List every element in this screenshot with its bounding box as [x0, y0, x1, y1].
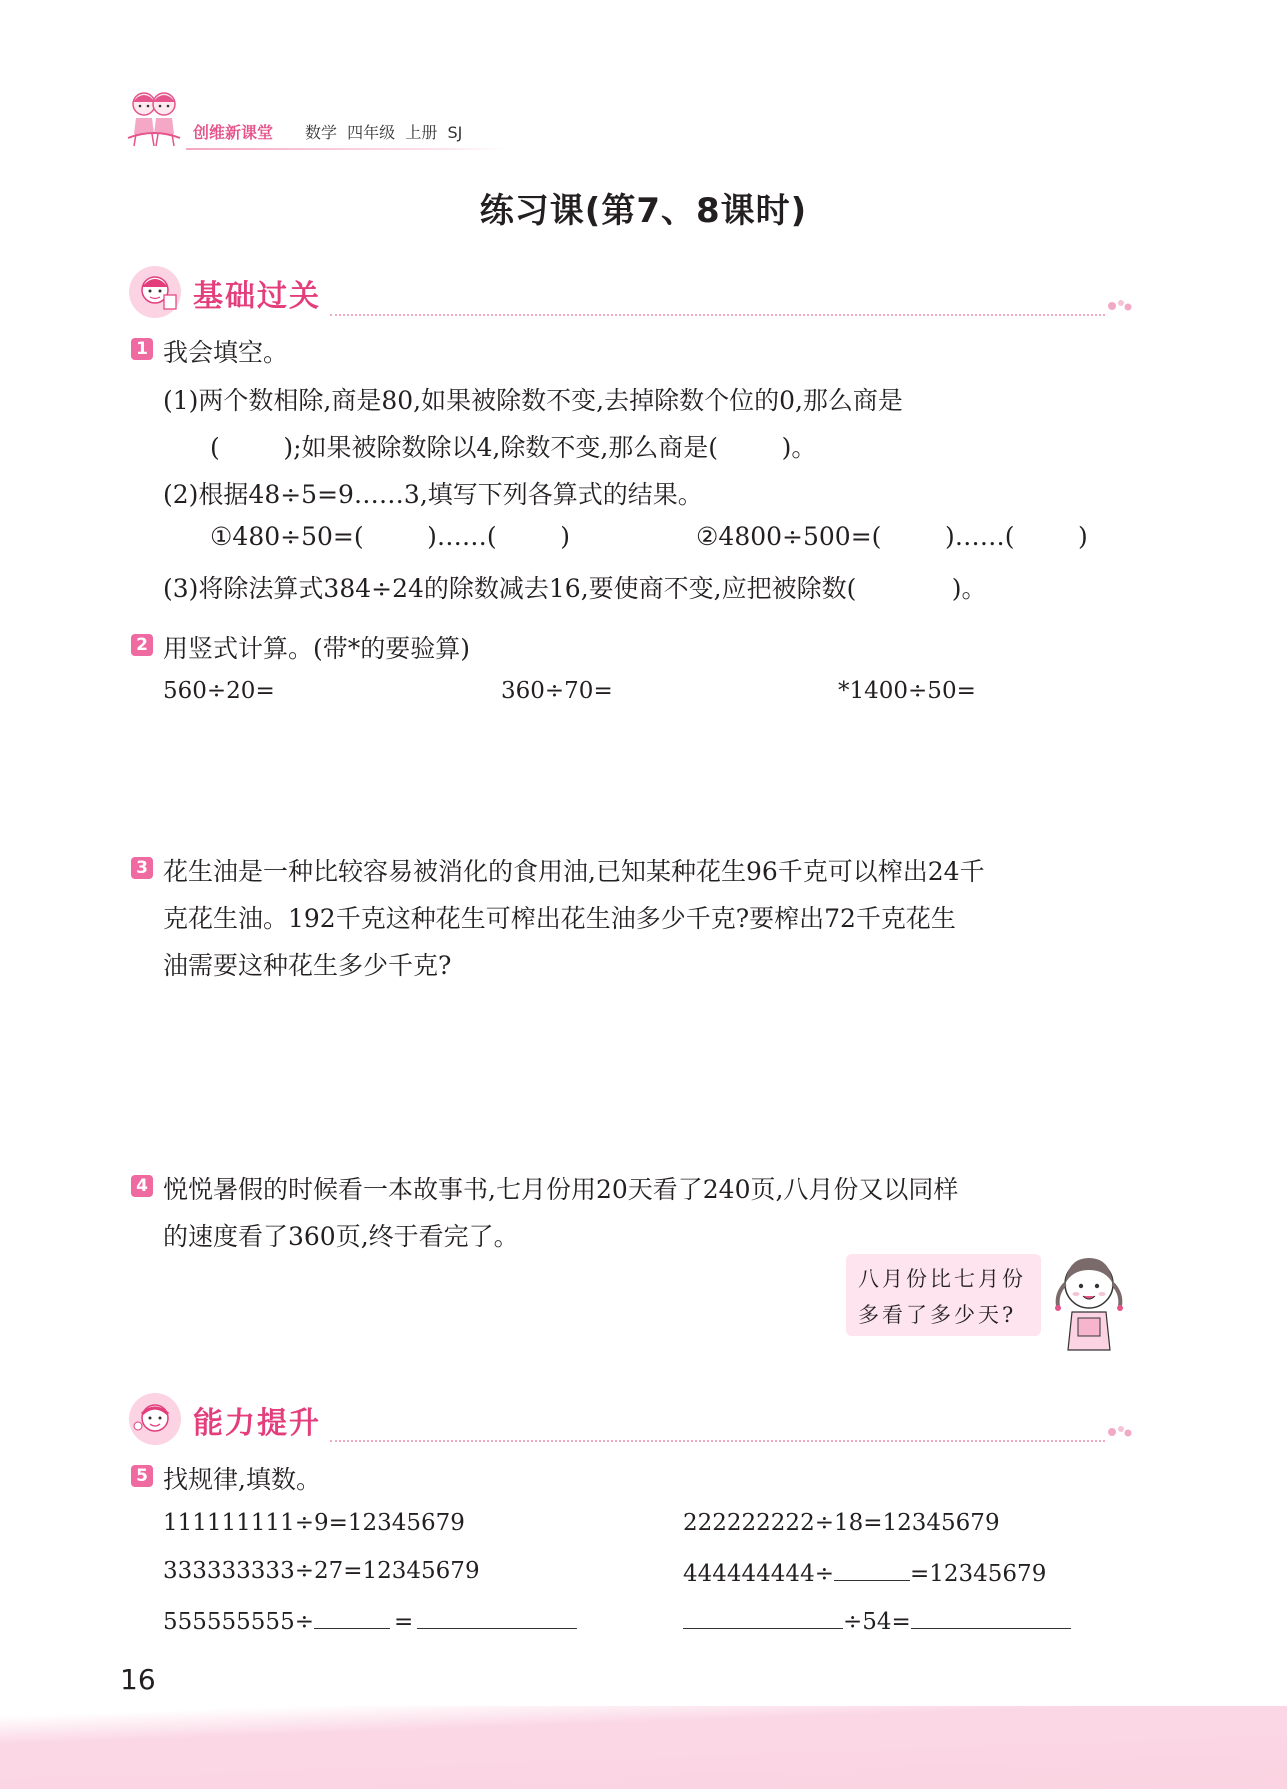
answer-blank[interactable] [911, 1606, 1071, 1629]
question-2-expr-3: *1400÷50= [838, 678, 976, 704]
pattern-row1-right: 222222222÷18=12345679 [683, 1510, 1000, 1536]
hint-line-1: 八月份比七月份 [858, 1267, 1026, 1291]
header-divider [186, 148, 506, 150]
girl-character-icon [1048, 1250, 1130, 1360]
page-number: 16 [120, 1663, 156, 1696]
pattern-row3-equals: = [393, 1609, 414, 1635]
section-dots-icon [1106, 298, 1134, 312]
answer-blank[interactable] [417, 1606, 577, 1629]
pattern-row2-right [683, 1558, 1046, 1587]
pattern-row3-left [163, 1606, 577, 1635]
header-book-info: 数学 四年级 上册 SJ [305, 123, 463, 142]
pattern-row2-dividend: 444444444÷ [683, 1561, 834, 1587]
section-dots-icon [1106, 1424, 1134, 1438]
question-3-line2: 克花生油。192千克这种花生可榨出花生油多少千克?要榨出72千克花生 [163, 904, 956, 933]
kids-logo-icon [124, 88, 184, 150]
page-title: 练习课(第7、8课时) [479, 191, 808, 231]
section-advanced-divider [330, 1440, 1105, 1442]
question-number-badge: 5 [131, 1465, 153, 1487]
question-1-part1-line2: ( );如果被除数除以4,除数不变,那么商是( )。 [210, 433, 817, 462]
footer-band [0, 1706, 1287, 1789]
question-4-line2: 的速度看了360页,终于看完了。 [163, 1222, 519, 1251]
pattern-row1-left: 111111111÷9=12345679 [163, 1510, 465, 1536]
question-number-badge: 3 [131, 857, 153, 879]
section-advanced-title: 能力提升 [193, 1406, 321, 1441]
question-number-badge: 2 [131, 634, 153, 656]
answer-blank[interactable] [683, 1606, 843, 1629]
question-3-line1: 花生油是一种比较容易被消化的食用油,已知某种花生96千克可以榨出24千 [163, 857, 985, 886]
section-girl-icon [128, 265, 182, 319]
question-1-part1-line1: (1)两个数相除,商是80,如果被除数不变,去掉除数个位的0,那么商是 [163, 386, 903, 415]
hint-line-2: 多看了多少天? [858, 1303, 1017, 1327]
question-1-part2: (2)根据48÷5=9……3,填写下列各算式的结果。 [163, 480, 703, 509]
question-4-line1: 悦悦暑假的时候看一本故事书,七月份用20天看了240页,八月份又以同样 [163, 1175, 959, 1204]
header-brand: 创维新课堂 [193, 123, 274, 142]
question-1-part2-a: ①480÷50=( )……( ) [210, 522, 570, 551]
answer-blank[interactable] [314, 1606, 390, 1629]
pattern-row3-dividend: 555555555÷ [163, 1609, 314, 1635]
question-2-expr-1: 560÷20= [163, 678, 275, 704]
pattern-row3-right [683, 1606, 1071, 1635]
question-number-badge: 1 [131, 338, 153, 360]
section-basic-title: 基础过关 [193, 279, 321, 314]
section-basic-divider [330, 314, 1105, 316]
pattern-row2-result: =12345679 [909, 1561, 1047, 1587]
question-1-part2-b: ②4800÷500=( )……( ) [696, 522, 1088, 551]
question-5-prompt: 找规律,填数。 [163, 1465, 321, 1494]
question-3-line3: 油需要这种花生多少千克? [163, 951, 452, 980]
answer-blank[interactable] [834, 1558, 910, 1581]
question-number-badge: 4 [131, 1175, 153, 1197]
question-1-part3: (3)将除法算式384÷24的除数减去16,要使商不变,应把被除数( )。 [163, 574, 987, 603]
question-1-prompt: 我会填空。 [163, 338, 289, 367]
pattern-row2-left: 333333333÷27=12345679 [163, 1558, 480, 1584]
section-boy-icon [128, 1392, 182, 1446]
question-2-expr-2: 360÷70= [501, 678, 613, 704]
question-2-prompt: 用竖式计算。(带*的要验算) [163, 634, 471, 663]
pattern-row3-divisor: ÷54= [843, 1609, 911, 1635]
